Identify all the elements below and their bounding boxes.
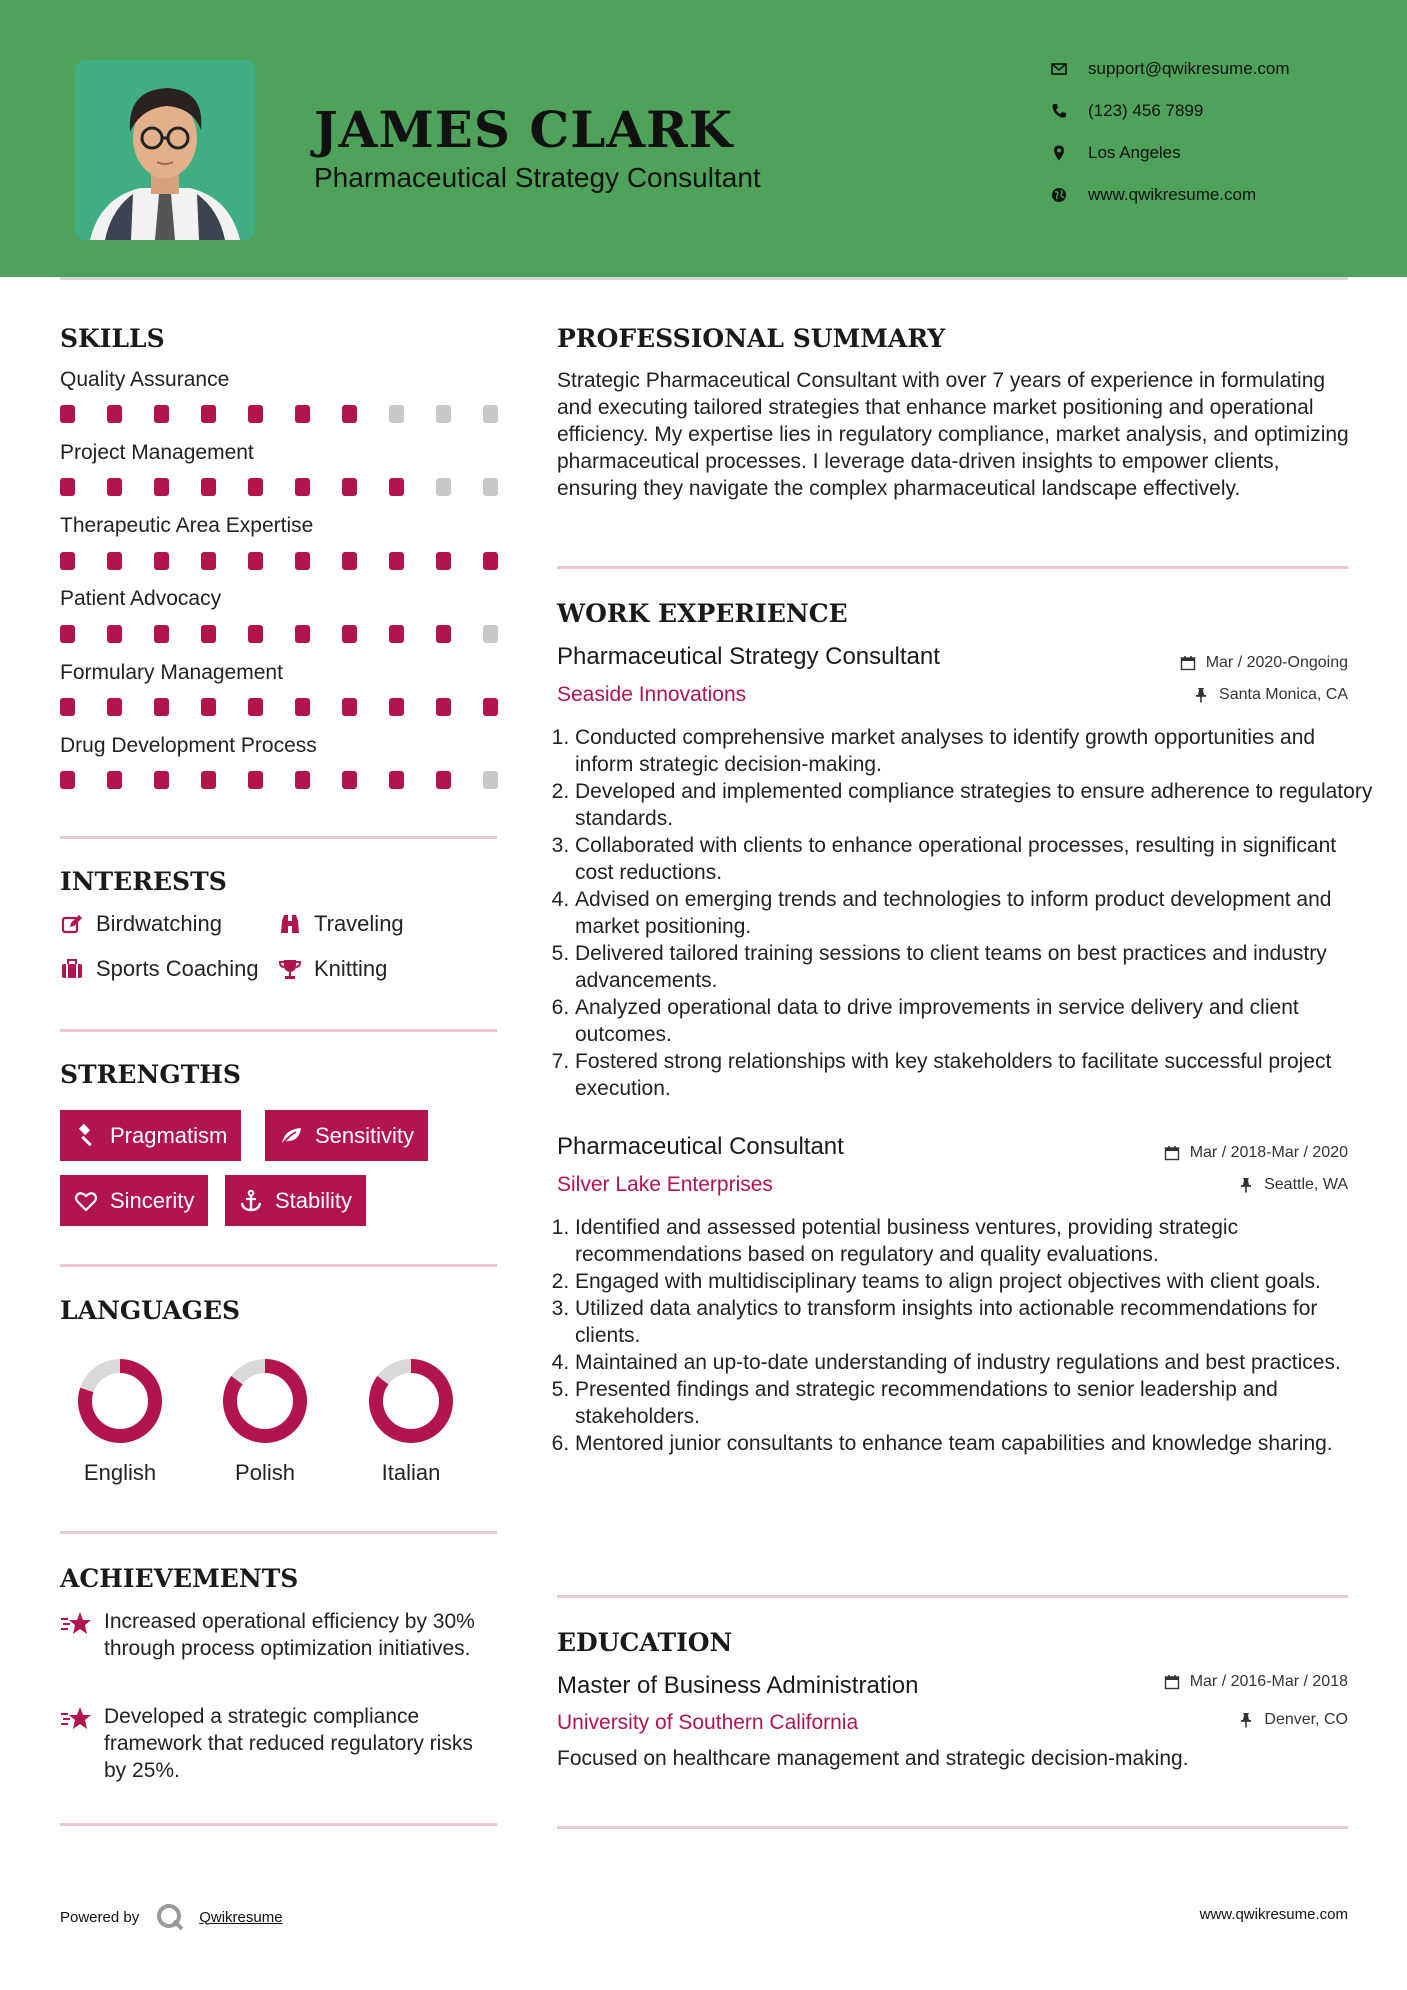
interest-item [278, 911, 404, 937]
calendar-icon [1164, 1674, 1180, 1690]
language-ring [366, 1356, 456, 1446]
section-divider [60, 1823, 497, 1826]
skill-label: Patient Advocacy [60, 587, 222, 610]
skill-dot-filled [107, 698, 122, 716]
candidate-title: Pharmaceutical Strategy Consultant [314, 162, 761, 193]
skill-dot-filled [389, 625, 404, 643]
duty-item: 5. Presented findings and strategic recommendations to senior leadership and stakeholders. [575, 1376, 1375, 1430]
globe-icon [1050, 186, 1068, 204]
qwikresume-link[interactable]: Qwikresume [199, 1908, 283, 1926]
leaf-icon [279, 1124, 303, 1148]
skill-dot-filled [248, 478, 263, 496]
gavel-icon [74, 1124, 98, 1148]
skill-dot-filled [60, 405, 75, 423]
contact-email[interactable] [1050, 57, 1290, 81]
interests-heading: INTERESTS [60, 867, 227, 896]
skill-dot-filled [436, 698, 451, 716]
skill-dot-filled [436, 552, 451, 570]
summary-text: Strategic Pharmaceutical Consultant with over 7 years of experience in formulating and executing tailored strategies that enhance market positioning and operational efficiency. My expertise lies in regulatory compliance, market analysis, and optimizing pharmaceutical processes. I leverage data-driven insights to empower clients, ensuring they navigate the complex pharmaceutical landscape effectively. [557, 369, 1349, 500]
summary-heading: PROFESSIONAL SUMMARY [557, 324, 946, 353]
achievement-text: Increased operational efficiency by 30% through process optimization initiatives. [104, 1610, 475, 1660]
skill-dot-filled [154, 405, 169, 423]
interest-label: Birdwatching [96, 911, 222, 936]
calendar-icon [1180, 655, 1196, 671]
education-description: Focused on healthcare management and strategic decision-making. [557, 1747, 1189, 1770]
profile-photo [75, 60, 255, 240]
skill-dot-filled [295, 405, 310, 423]
contact-phone[interactable] [1050, 99, 1203, 123]
strength-chip [225, 1175, 366, 1226]
trophy-icon [278, 957, 302, 981]
job-company: Silver Lake Enterprises [557, 1173, 773, 1196]
section-divider [60, 1264, 497, 1267]
interest-label: Knitting [314, 956, 388, 981]
skill-label: Project Management [60, 441, 254, 464]
section-divider [557, 566, 1348, 569]
contact-website-text: www.qwikresume.com [1088, 185, 1257, 204]
qwikresume-logo-icon [155, 1902, 185, 1932]
footer-powered-by [60, 1902, 283, 1932]
header-divider [60, 277, 1348, 280]
skill-dot-filled [60, 771, 75, 789]
skills-heading: SKILLS [60, 324, 165, 353]
skill-dot-filled [201, 698, 216, 716]
star-icon [60, 1610, 92, 1638]
interest-label: Sports Coaching [96, 956, 259, 981]
section-divider [557, 1826, 1348, 1829]
skill-dot-filled [154, 771, 169, 789]
job-duties [557, 724, 1375, 1102]
education-dates-text: Mar / 2016-Mar / 2018 [1189, 1673, 1348, 1690]
strength-label: Pragmatism [110, 1122, 228, 1148]
job-location [1238, 1176, 1348, 1194]
skill-dot-empty [483, 771, 498, 789]
language-label: English [83, 1460, 157, 1485]
achievements-heading: ACHIEVEMENTS [60, 1564, 299, 1593]
resume-header [0, 0, 1407, 277]
skill-dot-filled [248, 405, 263, 423]
skill-dot-filled [60, 552, 75, 570]
skill-dot-filled [389, 552, 404, 570]
strength-label: Stability [275, 1187, 353, 1213]
skill-dot-filled [342, 771, 357, 789]
job-location [1193, 686, 1348, 704]
skill-dot-filled [295, 698, 310, 716]
skill-dot-filled [154, 478, 169, 496]
interest-item [60, 911, 222, 937]
skill-dot-filled [107, 405, 122, 423]
briefcase-icon [60, 957, 84, 981]
education-heading: EDUCATION [557, 1628, 733, 1657]
language-ring [75, 1356, 165, 1446]
pushpin-icon [1238, 1177, 1254, 1193]
language-label: Italian [381, 1460, 441, 1485]
job-location-text: Santa Monica, CA [1219, 686, 1348, 703]
contact-phone-text: (123) 456 7899 [1088, 101, 1204, 120]
job-location-text: Seattle, WA [1264, 1176, 1348, 1193]
language-item [60, 1356, 180, 1486]
job-dates-text: Mar / 2018-Mar / 2020 [1189, 1144, 1348, 1161]
education-location-text: Denver, CO [1264, 1711, 1348, 1728]
skill-dot-empty [436, 405, 451, 423]
skill-label: Therapeutic Area Expertise [60, 514, 314, 537]
job-duties [557, 1214, 1375, 1457]
skill-dot-empty [483, 625, 498, 643]
contact-website[interactable] [1050, 183, 1256, 207]
contact-location-text: Los Angeles [1088, 143, 1181, 162]
achievement-text: Developed a strategic compliance framework that reduced regulatory risks by 25%. [104, 1705, 473, 1782]
strength-label: Sincerity [110, 1187, 195, 1213]
duty-item: 1. Conducted comprehensive market analyses to identify growth opportunities and inform strategic decision-making. [575, 724, 1375, 778]
language-item [205, 1356, 325, 1486]
skill-dot-filled [248, 625, 263, 643]
interest-label: Traveling [314, 911, 404, 936]
language-ring [220, 1356, 310, 1446]
strengths-heading: STRENGTHS [60, 1060, 241, 1089]
language-item [351, 1356, 471, 1486]
skill-dot-filled [248, 698, 263, 716]
skill-dot-filled [248, 771, 263, 789]
skill-dot-filled [342, 698, 357, 716]
heart-icon [74, 1189, 98, 1213]
strength-label: Sensitivity [315, 1122, 415, 1148]
skill-dot-filled [389, 698, 404, 716]
language-label: Polish [235, 1460, 295, 1485]
duty-item: 6. Analyzed operational data to drive improvements in service delivery and client outcomes. [575, 994, 1375, 1048]
strength-chip [60, 1110, 241, 1161]
strength-chip [265, 1110, 428, 1161]
star-icon [60, 1705, 92, 1733]
skill-dot-filled [389, 478, 404, 496]
binoculars-icon [278, 912, 302, 936]
languages-heading: LANGUAGES [60, 1296, 241, 1325]
job-company: Seaside Innovations [557, 683, 747, 706]
education-dates [1164, 1673, 1348, 1691]
skill-dot-empty [436, 478, 451, 496]
job-dates [1180, 654, 1348, 672]
strength-chip [60, 1175, 208, 1226]
skill-dot-filled [295, 552, 310, 570]
job-dates [1164, 1144, 1348, 1162]
section-divider [557, 1595, 1348, 1598]
skill-label: Drug Development Process [60, 734, 317, 757]
calendar-icon [1164, 1145, 1180, 1161]
achievement-item [60, 1703, 500, 1784]
skill-dot-filled [295, 625, 310, 643]
skill-dot-filled [201, 771, 216, 789]
skill-dot-filled [60, 478, 75, 496]
skill-dot-filled [389, 771, 404, 789]
duty-item: 2. Developed and implemented compliance strategies to ensure adherence to regulatory standards. [575, 778, 1375, 832]
skill-label: Quality Assurance [60, 368, 230, 391]
skill-dot-filled [201, 625, 216, 643]
envelope-icon [1050, 60, 1068, 78]
footer-website-link[interactable]: www.qwikresume.com [1199, 1906, 1348, 1923]
duty-item: 2. Engaged with multidisciplinary teams to align project objectives with client goals. [575, 1268, 1375, 1295]
skill-dot-empty [483, 478, 498, 496]
duty-item: 4. Maintained an up-to-date understanding of industry regulations and best practices. [575, 1349, 1375, 1376]
duty-item: 6. Mentored junior consultants to enhance team capabilities and knowledge sharing. [575, 1430, 1375, 1457]
skill-dot-empty [389, 405, 404, 423]
skill-dot-filled [107, 478, 122, 496]
skill-dot-filled [154, 552, 169, 570]
duty-item: 7. Fostered strong relationships with key stakeholders to facilitate successful project execution. [575, 1048, 1375, 1102]
pushpin-icon [1193, 687, 1209, 703]
pencil-square-icon [60, 912, 84, 936]
job-dates-text: Mar / 2020-Ongoing [1205, 654, 1348, 671]
skill-dot-filled [342, 405, 357, 423]
duty-item: 3. Utilized data analytics to transform insights into actionable recommendations for clients. [575, 1295, 1375, 1349]
skill-label: Formulary Management [60, 661, 283, 684]
phone-icon [1050, 102, 1068, 120]
section-divider [60, 1531, 497, 1534]
contact-email-text: support@qwikresume.com [1088, 59, 1290, 78]
section-divider [60, 836, 497, 839]
skill-dot-filled [60, 625, 75, 643]
skill-dot-empty [483, 405, 498, 423]
duty-item: 5. Delivered tailored training sessions to client teams on best practices and industry advancements. [575, 940, 1375, 994]
experience-heading: WORK EXPERIENCE [557, 599, 848, 628]
skill-dot-filled [201, 552, 216, 570]
skill-dot-filled [107, 625, 122, 643]
map-marker-icon [1050, 144, 1068, 162]
skill-dot-filled [483, 698, 498, 716]
duty-item: 1. Identified and assessed potential business ventures, providing strategic recommendations based on regulatory and quality evaluations. [575, 1214, 1375, 1268]
duty-item: 3. Collaborated with clients to enhance operational processes, resulting in significant cost reductions. [575, 832, 1375, 886]
skill-dot-filled [248, 552, 263, 570]
skill-dot-filled [201, 478, 216, 496]
skill-dot-filled [342, 625, 357, 643]
job-role: Pharmaceutical Consultant [557, 1133, 844, 1160]
education-degree: Master of Business Administration [557, 1672, 919, 1699]
contact-location [1050, 141, 1181, 165]
candidate-name: JAMES CLARK [314, 100, 734, 159]
skill-dot-filled [436, 771, 451, 789]
skill-dot-filled [436, 625, 451, 643]
education-location [1238, 1711, 1348, 1729]
skill-dot-filled [154, 625, 169, 643]
anchor-icon [239, 1189, 263, 1213]
job-role: Pharmaceutical Strategy Consultant [557, 643, 940, 670]
skill-dot-filled [154, 698, 169, 716]
interest-item [60, 956, 259, 982]
interest-item [278, 956, 387, 982]
skill-dot-filled [342, 552, 357, 570]
skill-dot-filled [201, 405, 216, 423]
skill-dot-filled [483, 552, 498, 570]
skill-dot-filled [342, 478, 357, 496]
achievement-item [60, 1608, 500, 1662]
duty-item: 4. Advised on emerging trends and technologies to inform product development and market positioning. [575, 886, 1375, 940]
education-school: University of Southern California [557, 1711, 859, 1734]
skill-dot-filled [295, 478, 310, 496]
section-divider [60, 1029, 497, 1032]
powered-by-label: Powered by [60, 1908, 140, 1926]
skill-dot-filled [107, 552, 122, 570]
skill-dot-filled [295, 771, 310, 789]
skill-dot-filled [60, 698, 75, 716]
pushpin-icon [1238, 1712, 1254, 1728]
skill-dot-filled [107, 771, 122, 789]
